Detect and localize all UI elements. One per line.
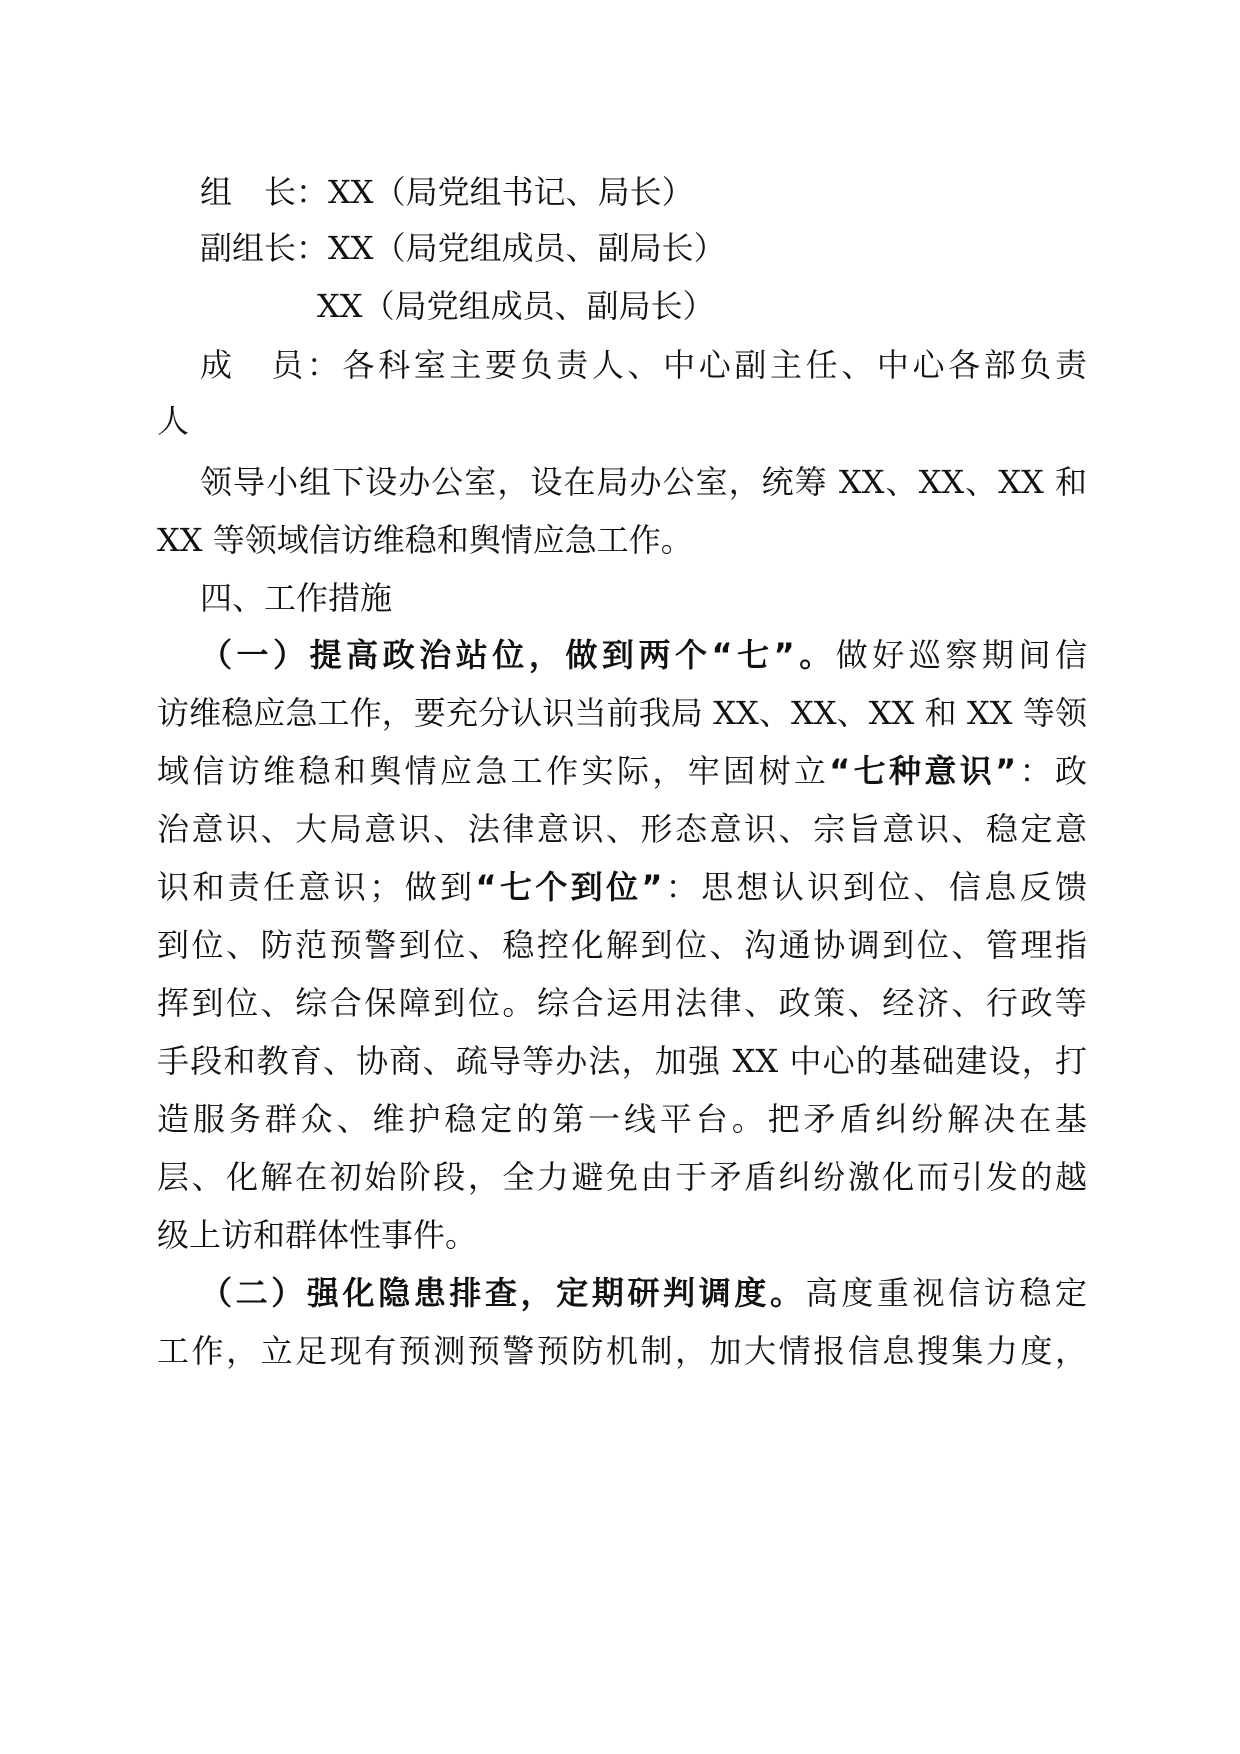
section-heading: 四、工作措施 [200, 579, 393, 617]
deputy-leader-line-1 [200, 223, 800, 273]
p2-line-2: 工作，立足现有预测预警预防机制，加大情报信息搜集力度， [157, 1332, 1087, 1370]
p1-line-9: 造服务群众、维护稳定的第一线平台。把矛盾纠纷解决在基 [157, 1100, 1087, 1138]
p1-line-10: 层、化解在初始阶段，全力避免由于矛盾纠纷激化而引发的越 [157, 1158, 1087, 1196]
group-leader-label: 组 长： [200, 173, 329, 211]
p1-line-2: 访维稳应急工作，要充分认识当前我局 XX、XX、XX 和 XX 等领 [157, 694, 1087, 732]
p1-line-6: 到位、防范预警到位、稳控化解到位、沟通协调到位、管理指 [157, 926, 1087, 964]
deputy-leader-label: 副组长： [200, 229, 329, 267]
members-line [200, 340, 1087, 390]
p2-line-1: （二）强化隐患排查，定期研判调度。高度重视信访稳定 [200, 1274, 1087, 1312]
p1-line-4: 治意识、大局意识、法律意识、形态意识、宗旨意识、稳定意 [157, 810, 1087, 848]
p2-bold-title: （二）强化隐患排查，定期研判调度。 [200, 1274, 806, 1312]
p1-line-11: 级上访和群体性事件。 [157, 1216, 478, 1254]
p1-line-5: 识和责任意识；做到“七个到位”：思想认识到位、信息反馈 [157, 868, 1087, 906]
p1-line-1: （一）提高政治站位，做到两个“七”。做好巡察期间信 [200, 636, 1087, 674]
deputy-leader-value-2: XX（局党组成员、副局长） [317, 287, 715, 325]
seven-awareness-emphasis: “七种意识” [829, 752, 1017, 790]
members-label: 成 员： [200, 346, 343, 384]
leader-group-leader-line [200, 167, 800, 217]
p1-line-7: 挥到位、综合保障到位。综合运用法律、政策、经济、行政等 [157, 984, 1087, 1022]
p1-line-8: 手段和教育、协商、疏导等办法，加强 XX 中心的基础建设，打 [157, 1042, 1087, 1080]
deputy-leader-line-2 [317, 281, 817, 331]
p1-line-3: 域信访维稳和舆情应急工作实际，牢固树立“七种意识”：政 [157, 752, 1087, 790]
members-value: 各科室主要负责人、中心副主任、中心各部负责 [342, 346, 1087, 384]
office-line-1: 领导小组下设办公室，设在局办公室，统筹 XX、XX、XX 和 [200, 463, 1087, 501]
p1-bold-title: （一）提高政治站位，做到两个“七”。 [200, 636, 836, 674]
group-leader-value: XX（局党组书记、局长） [328, 173, 694, 211]
seven-in-place-emphasis: “七个到位” [475, 868, 663, 906]
deputy-leader-value-1: XX（局党组成员、副局长） [328, 229, 726, 267]
office-line-2: XX 等领域信访维稳和舆情应急工作。 [157, 521, 693, 559]
members-line-cont: 人 [157, 402, 190, 440]
